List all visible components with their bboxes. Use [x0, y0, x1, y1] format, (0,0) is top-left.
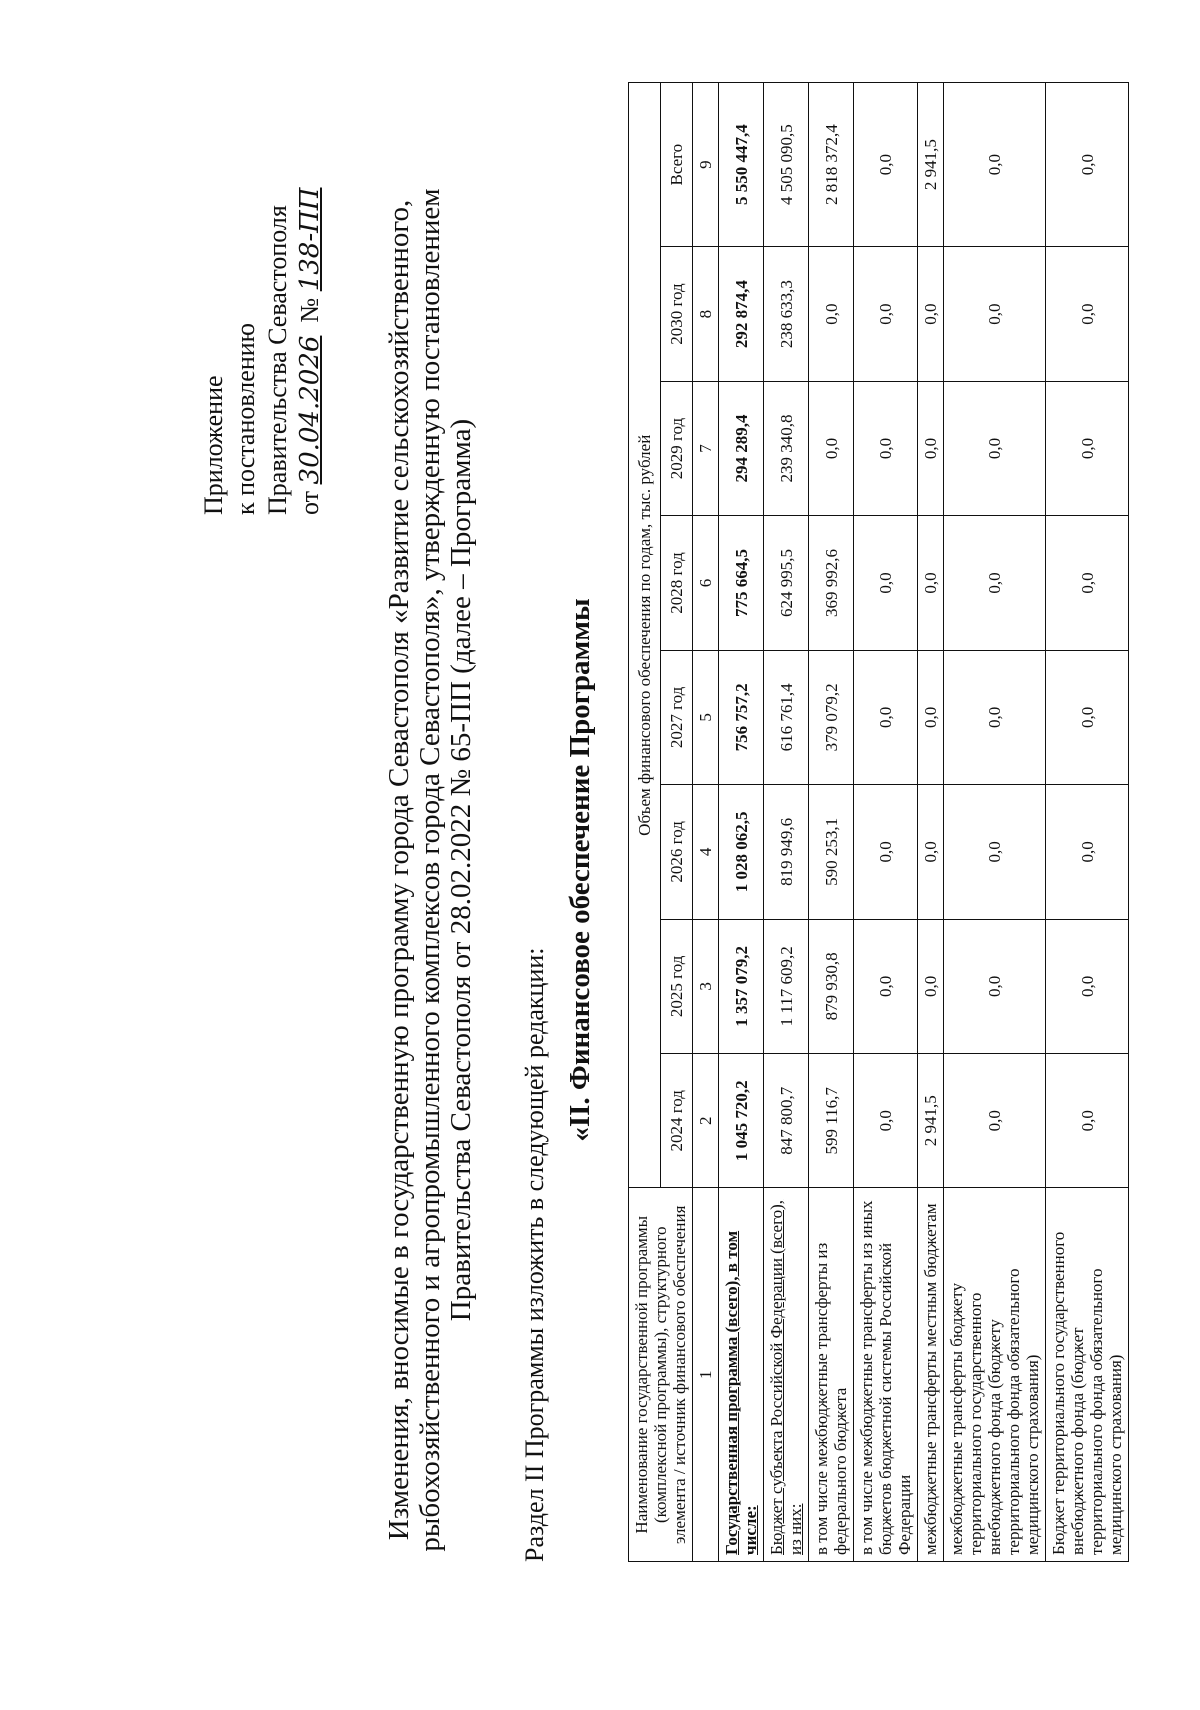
value-cell: 0,0: [854, 516, 918, 650]
year-header: 2026 год: [661, 785, 693, 919]
number-prefix: №: [295, 297, 324, 323]
financing-table: [628, 82, 1129, 1562]
row-label: в том числе межбюджетные трансферты из федерального бюджета: [809, 1188, 854, 1562]
value-cell: 624 995,5: [764, 516, 809, 650]
value-cell: 1 028 062,5: [719, 785, 764, 919]
value-cell: 379 079,2: [809, 650, 854, 784]
column-number: 8: [693, 247, 719, 381]
date-prefix: от: [295, 490, 324, 515]
appendix-line-2: к постановлению: [231, 322, 260, 515]
intro-text: Раздел II Программы изложить в следующей редакции:: [520, 947, 549, 1562]
row-label: в том числе межбюджетные трансферты из иных бюджетов бюджетной системы Российской Федерации: [854, 1188, 918, 1562]
value-cell: 0,0: [1046, 785, 1129, 919]
row-label: межбюджетные трансферты местным бюджетам: [918, 1188, 944, 1562]
volume-column-header: Объем финансового обеспечения по годам, тыс. рублей: [629, 83, 661, 1189]
appendix-title: Приложение: [199, 375, 228, 515]
table-row: [1046, 83, 1129, 1562]
row-label: Бюджет субъекта Российской Федерации (всего), из них:: [764, 1188, 809, 1562]
value-cell: 0,0: [944, 919, 1046, 1053]
section-title: «II. Финансовое обеспечение Программы: [564, 598, 596, 1142]
value-cell: 2 941,5: [918, 83, 944, 247]
value-cell: 0,0: [918, 247, 944, 381]
document-heading: [384, 110, 477, 1630]
value-cell: 0,0: [854, 247, 918, 381]
value-cell: 775 664,5: [719, 516, 764, 650]
column-number: 9: [693, 83, 719, 247]
table-row: [918, 83, 944, 1562]
column-number: 7: [693, 381, 719, 515]
appendix-date-line: [294, 115, 326, 515]
value-cell: 0,0: [854, 785, 918, 919]
row-label: Бюджет территориального государственного внебюджетного фонда (бюджет территориального фонда обязательного медицинского страхования): [1046, 1188, 1129, 1562]
year-header: 2027 год: [661, 650, 693, 784]
value-cell: 0,0: [918, 381, 944, 515]
appendix-line-3: Правительства Севастополя: [263, 205, 292, 515]
table-row: [764, 83, 809, 1562]
year-header: 2024 год: [661, 1054, 693, 1188]
value-cell: 1 045 720,2: [719, 1054, 764, 1188]
value-cell: 238 633,3: [764, 247, 809, 381]
table-row: [809, 83, 854, 1562]
value-cell: 0,0: [944, 247, 1046, 381]
value-cell: 2 941,5: [918, 1054, 944, 1188]
column-number: 4: [693, 785, 719, 919]
value-cell: 599 116,7: [809, 1054, 854, 1188]
heading-line-3: Правительства Севастополя от 28.02.2022 № 65-ПП (далее – Программа): [445, 418, 477, 1322]
value-cell: 0,0: [918, 516, 944, 650]
handwritten-number: 138-ПП: [295, 187, 325, 292]
value-cell: 0,0: [918, 919, 944, 1053]
value-cell: 1 117 609,2: [764, 919, 809, 1053]
value-cell: 0,0: [944, 381, 1046, 515]
value-cell: 0,0: [944, 83, 1046, 247]
handwritten-date: 30.04.2026: [295, 335, 325, 485]
value-cell: 0,0: [918, 650, 944, 784]
heading-line-2: рыбохозяйственного и агропромышленного комплексов города Севастополя», утвержденную постановлением: [414, 188, 446, 1552]
year-header: 2030 год: [661, 247, 693, 381]
value-cell: 239 340,8: [764, 381, 809, 515]
value-cell: 0,0: [944, 785, 1046, 919]
table-row: [719, 83, 764, 1562]
value-cell: 4 505 090,5: [764, 83, 809, 247]
value-cell: 0,0: [1046, 381, 1129, 515]
value-cell: 0,0: [944, 1054, 1046, 1188]
value-cell: 0,0: [944, 650, 1046, 784]
row-label: Государственная программа (всего), в том числе:: [719, 1188, 764, 1562]
value-cell: 0,0: [1046, 83, 1129, 247]
table-row: [944, 83, 1046, 1562]
value-cell: 0,0: [1046, 1054, 1129, 1188]
value-cell: 756 757,2: [719, 650, 764, 784]
column-number: 3: [693, 919, 719, 1053]
value-cell: 590 253,1: [809, 785, 854, 919]
value-cell: 292 874,4: [719, 247, 764, 381]
column-numbers-row: [693, 83, 719, 1562]
value-cell: 0,0: [854, 1054, 918, 1188]
value-cell: 0,0: [854, 919, 918, 1053]
value-cell: 0,0: [1046, 247, 1129, 381]
value-cell: 616 761,4: [764, 650, 809, 784]
value-cell: 5 550 447,4: [719, 83, 764, 247]
value-cell: 819 949,6: [764, 785, 809, 919]
value-cell: 0,0: [944, 516, 1046, 650]
year-header: Всего: [661, 83, 693, 247]
value-cell: 0,0: [809, 381, 854, 515]
year-header: 2029 год: [661, 381, 693, 515]
year-header: 2028 год: [661, 516, 693, 650]
heading-line-1: Изменения, вносимые в государственную программу города Севастополя «Развитие сельскохозяйственного,: [383, 199, 415, 1541]
value-cell: 0,0: [1046, 650, 1129, 784]
value-cell: 879 930,8: [809, 919, 854, 1053]
name-column-header: Наименование государственной программы (комплексной программы), структурного элемента / источник финансового обеспечения: [629, 1188, 693, 1562]
column-number: 2: [693, 1054, 719, 1188]
value-cell: 369 992,6: [809, 516, 854, 650]
value-cell: 0,0: [854, 83, 918, 247]
value-cell: 0,0: [1046, 516, 1129, 650]
row-label: межбюджетные трансферты бюджету территориального государственного внебюджетного фонда (бюджету территориального фонда обязательного медицинского страхования): [944, 1188, 1046, 1562]
value-cell: 1 357 079,2: [719, 919, 764, 1053]
value-cell: 847 800,7: [764, 1054, 809, 1188]
header-row: [629, 83, 661, 1562]
value-cell: 0,0: [918, 785, 944, 919]
column-number: 6: [693, 516, 719, 650]
value-cell: 294 289,4: [719, 381, 764, 515]
table-row: [854, 83, 918, 1562]
column-number: 1: [693, 1188, 719, 1562]
value-cell: 0,0: [854, 381, 918, 515]
value-cell: 2 818 372,4: [809, 83, 854, 247]
appendix-block: [198, 115, 326, 515]
value-cell: 0,0: [809, 247, 854, 381]
year-header: 2025 год: [661, 919, 693, 1053]
column-number: 5: [693, 650, 719, 784]
value-cell: 0,0: [854, 650, 918, 784]
value-cell: 0,0: [1046, 919, 1129, 1053]
